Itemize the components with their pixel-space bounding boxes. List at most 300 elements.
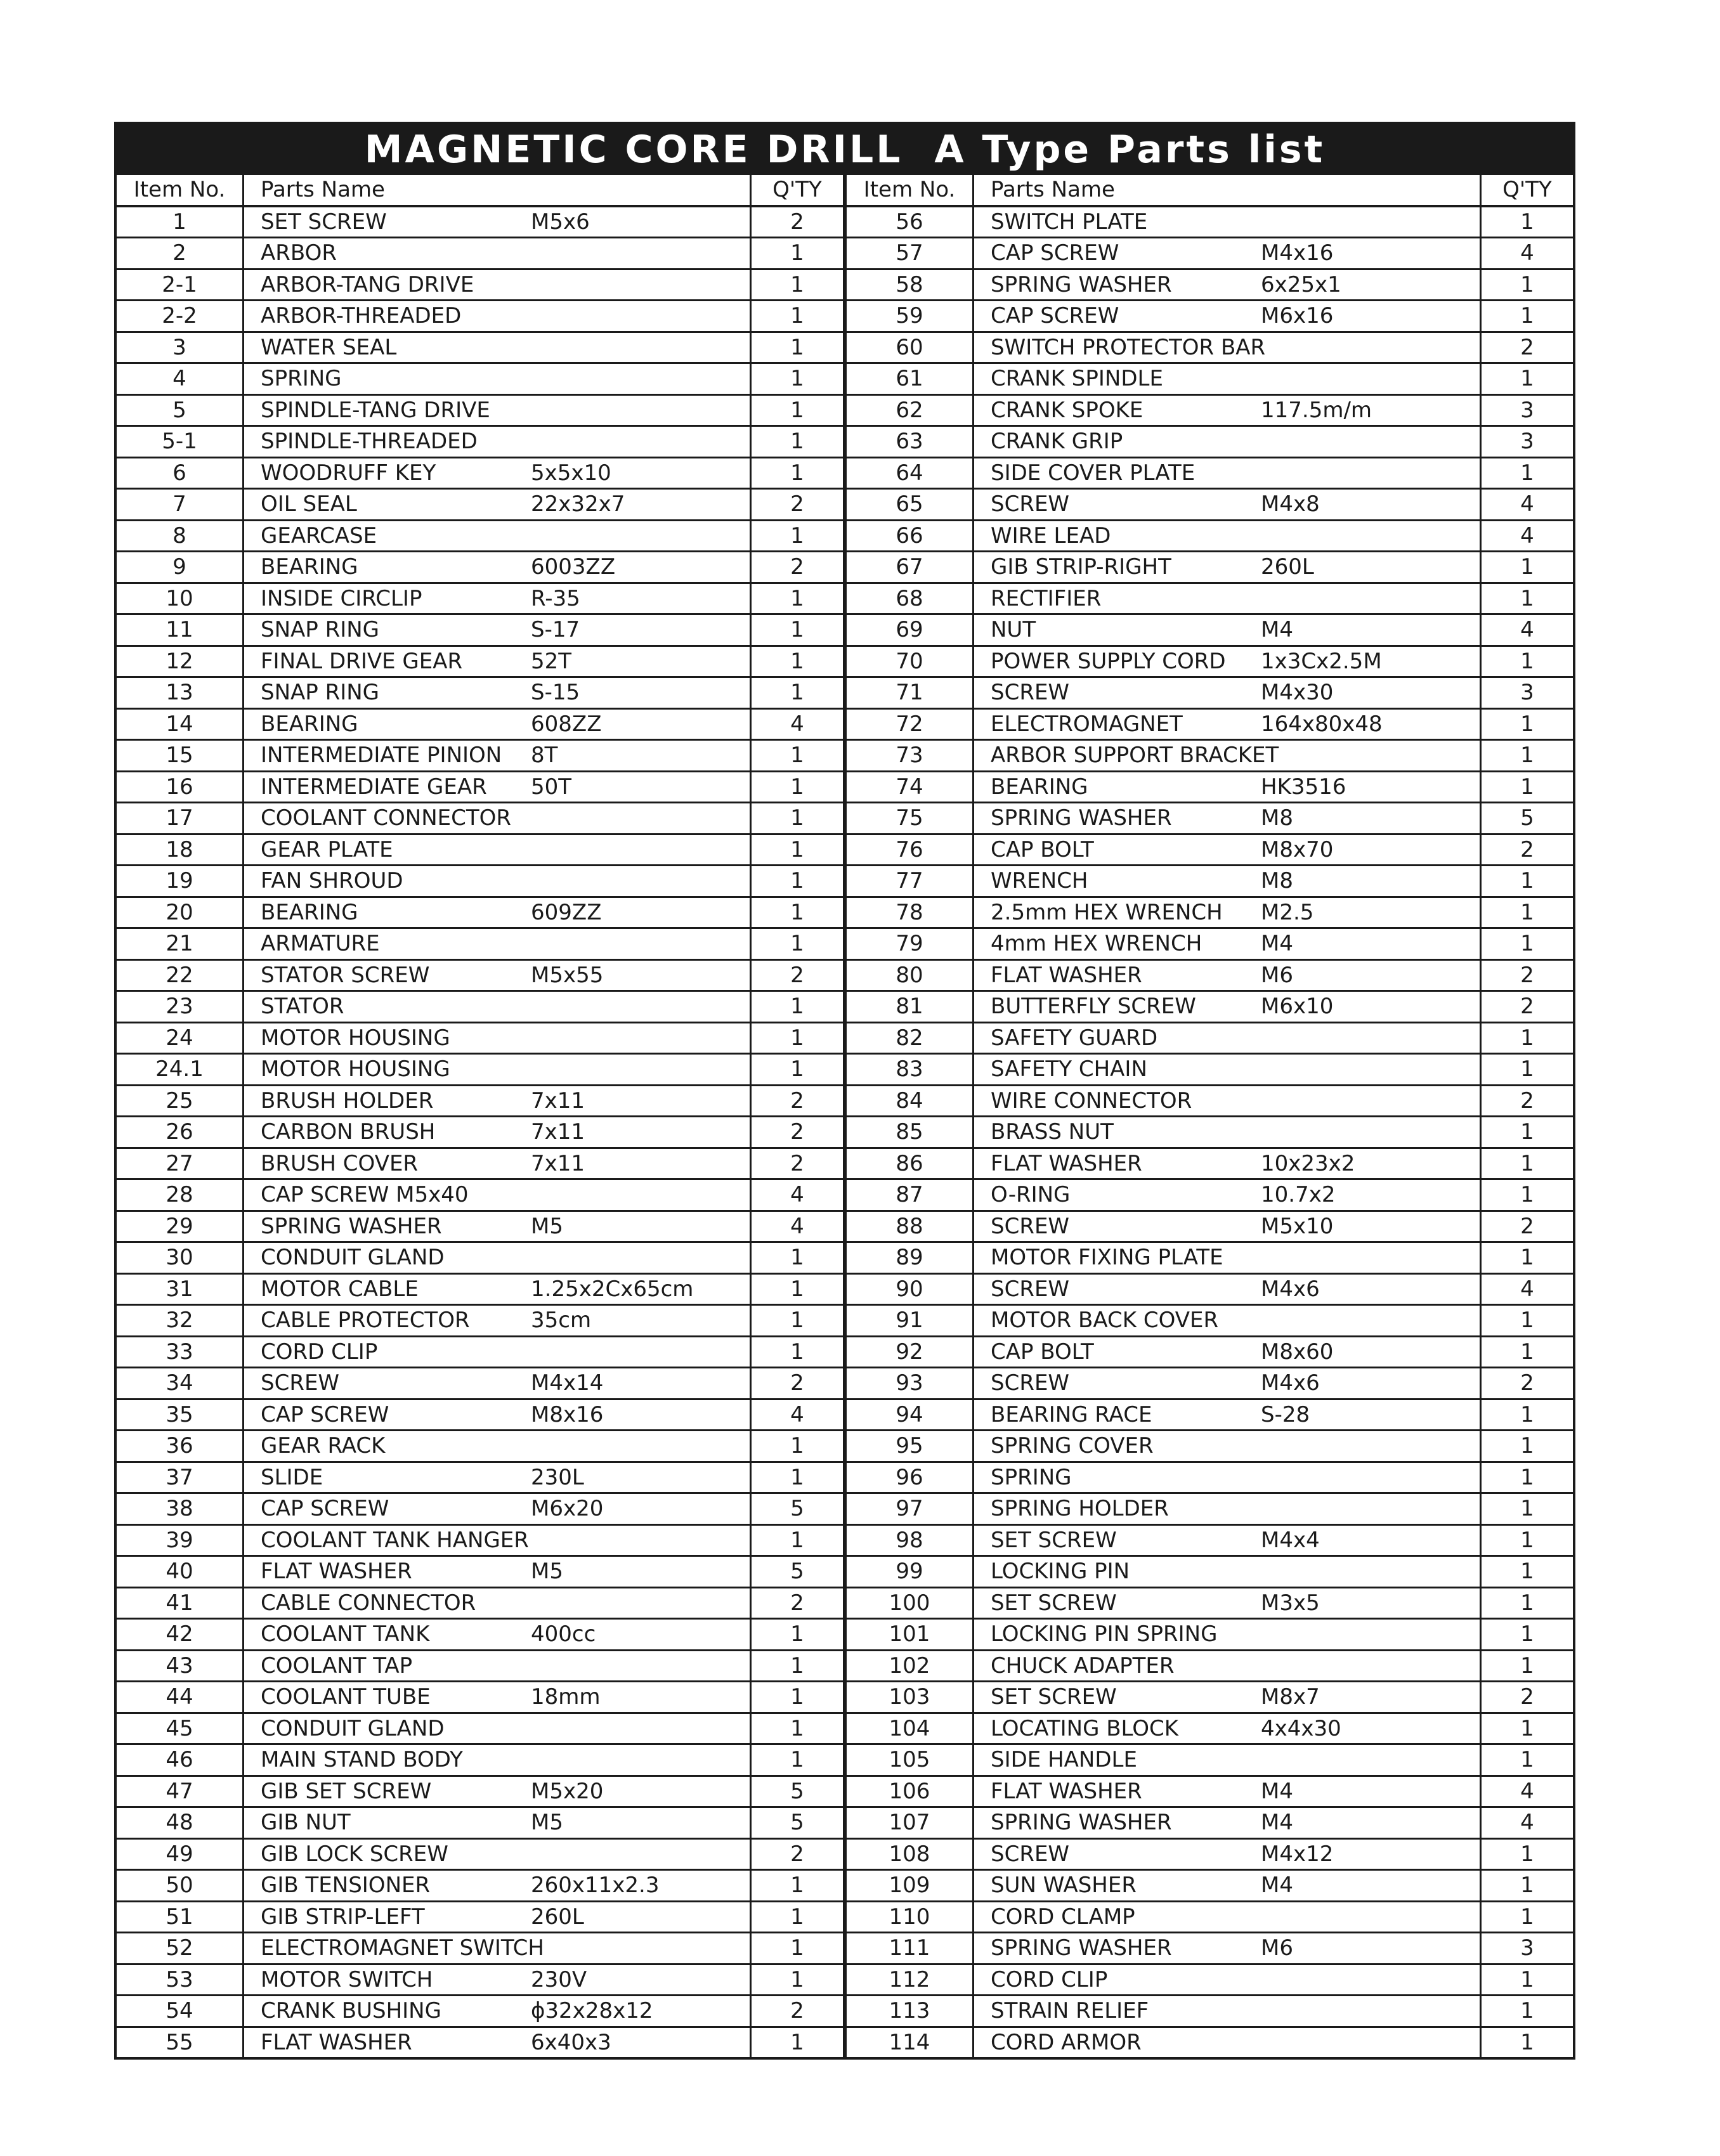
qty: 2 bbox=[751, 552, 844, 583]
right-rows bbox=[847, 206, 1573, 2058]
table-row bbox=[117, 1870, 843, 1902]
table-row bbox=[847, 1933, 1573, 1964]
part-name-cell bbox=[974, 552, 1481, 583]
item-no: 5-1 bbox=[117, 426, 244, 458]
part-spec: M4x6 bbox=[1261, 1276, 1320, 1302]
item-no: 37 bbox=[117, 1462, 244, 1493]
part-name: LOCKING PIN bbox=[991, 1559, 1130, 1585]
table-row bbox=[847, 897, 1573, 928]
part-spec: M5x6 bbox=[531, 209, 590, 235]
item-no: 83 bbox=[847, 1054, 974, 1086]
part-name-cell bbox=[974, 301, 1481, 332]
part-name: SPRING WASHER bbox=[991, 805, 1172, 831]
item-no: 72 bbox=[847, 708, 974, 740]
table-row bbox=[847, 1650, 1573, 1682]
part-name: GIB SET SCREW bbox=[261, 1778, 432, 1804]
item-no: 2 bbox=[117, 238, 244, 270]
part-name: BEARING bbox=[261, 711, 358, 737]
table-row bbox=[117, 301, 843, 332]
qty: 4 bbox=[751, 1179, 844, 1211]
part-name: STATOR SCREW bbox=[261, 962, 430, 988]
qty: 1 bbox=[1481, 1713, 1573, 1744]
part-name-cell bbox=[244, 1682, 751, 1713]
qty: 1 bbox=[751, 646, 844, 677]
part-spec: 260x11x2.3 bbox=[531, 1873, 660, 1899]
part-name: SNAP RING bbox=[261, 617, 380, 643]
item-no: 106 bbox=[847, 1776, 974, 1807]
part-spec: 10x23x2 bbox=[1261, 1150, 1355, 1176]
part-name-cell bbox=[244, 552, 751, 583]
item-no: 46 bbox=[117, 1744, 244, 1776]
part-name-cell bbox=[244, 1179, 751, 1211]
part-name: BUTTERFLY SCREW bbox=[991, 994, 1196, 1020]
part-spec: 8T bbox=[531, 743, 558, 769]
qty: 1 bbox=[751, 269, 844, 301]
table-row bbox=[847, 959, 1573, 991]
part-name: SWITCH PLATE bbox=[991, 209, 1148, 235]
part-spec: 260L bbox=[531, 1904, 584, 1930]
item-no: 23 bbox=[117, 991, 244, 1023]
item-no: 52 bbox=[117, 1933, 244, 1964]
table-row bbox=[117, 1211, 843, 1242]
table-row bbox=[847, 1807, 1573, 1839]
part-spec: HK3516 bbox=[1261, 774, 1346, 800]
qty: 4 bbox=[751, 1399, 844, 1431]
part-spec: M5 bbox=[531, 1810, 563, 1836]
item-no: 112 bbox=[847, 1964, 974, 1996]
part-name: FLAT WASHER bbox=[991, 962, 1142, 988]
part-name-cell bbox=[974, 1524, 1481, 1556]
header-parts-name: Parts Name bbox=[244, 175, 751, 206]
part-name-cell bbox=[974, 1713, 1481, 1744]
table-row bbox=[117, 238, 843, 270]
table-row bbox=[847, 520, 1573, 552]
part-spec: M6x10 bbox=[1261, 994, 1334, 1020]
table-row bbox=[117, 1054, 843, 1086]
table-row bbox=[117, 2027, 843, 2057]
part-spec: M4 bbox=[1261, 1873, 1293, 1899]
part-spec: 117.5m/m bbox=[1261, 397, 1372, 423]
table-row bbox=[847, 1996, 1573, 2027]
qty: 1 bbox=[1481, 1399, 1573, 1431]
qty: 1 bbox=[1481, 708, 1573, 740]
part-spec: M4 bbox=[1261, 1810, 1293, 1836]
qty: 1 bbox=[1481, 269, 1573, 301]
part-name: CONDUIT GLAND bbox=[261, 1715, 445, 1741]
part-name: GIB LOCK SCREW bbox=[261, 1841, 448, 1867]
table-row bbox=[117, 1022, 843, 1054]
table-row bbox=[847, 677, 1573, 709]
part-spec: 609ZZ bbox=[531, 899, 602, 925]
qty: 1 bbox=[751, 1619, 844, 1651]
item-no: 38 bbox=[117, 1493, 244, 1525]
table-row bbox=[117, 1117, 843, 1148]
table-row bbox=[847, 1776, 1573, 1807]
item-no: 48 bbox=[117, 1807, 244, 1839]
qty: 1 bbox=[751, 866, 844, 897]
qty: 2 bbox=[1481, 332, 1573, 363]
part-name-cell bbox=[244, 206, 751, 238]
item-no: 70 bbox=[847, 646, 974, 677]
part-spec: 7x11 bbox=[531, 1119, 585, 1145]
item-no: 82 bbox=[847, 1022, 974, 1054]
part-name: GEAR PLATE bbox=[261, 836, 393, 862]
qty: 1 bbox=[1481, 363, 1573, 395]
qty: 1 bbox=[751, 1682, 844, 1713]
part-name-cell bbox=[244, 803, 751, 834]
qty: 1 bbox=[1481, 897, 1573, 928]
table-row bbox=[847, 1493, 1573, 1525]
item-no: 27 bbox=[117, 1148, 244, 1179]
table-row bbox=[847, 866, 1573, 897]
part-name: MOTOR SWITCH bbox=[261, 1966, 433, 1992]
qty: 1 bbox=[751, 771, 844, 803]
qty: 1 bbox=[1481, 1336, 1573, 1368]
qty: 1 bbox=[1481, 583, 1573, 614]
table-row bbox=[117, 1493, 843, 1525]
part-name: CAP SCREW bbox=[991, 303, 1119, 329]
table-row bbox=[847, 1148, 1573, 1179]
table-row bbox=[847, 332, 1573, 363]
item-no: 60 bbox=[847, 332, 974, 363]
part-spec: M8x60 bbox=[1261, 1339, 1334, 1365]
part-name: STRAIN RELIEF bbox=[991, 1998, 1149, 2024]
part-name-cell bbox=[974, 897, 1481, 928]
table-row bbox=[117, 269, 843, 301]
item-no: 92 bbox=[847, 1336, 974, 1368]
part-name-cell bbox=[244, 991, 751, 1023]
table-row bbox=[847, 1744, 1573, 1776]
qty: 1 bbox=[751, 1242, 844, 1274]
qty: 1 bbox=[751, 677, 844, 709]
part-name: CAP SCREW bbox=[261, 1401, 389, 1427]
table-row bbox=[847, 238, 1573, 270]
table-row bbox=[847, 614, 1573, 646]
table-row bbox=[847, 583, 1573, 614]
qty: 1 bbox=[1481, 1493, 1573, 1525]
qty: 1 bbox=[1481, 740, 1573, 772]
table-row bbox=[117, 1650, 843, 1682]
part-name-cell bbox=[974, 583, 1481, 614]
part-name: BEARING RACE bbox=[991, 1401, 1152, 1427]
item-no: 39 bbox=[117, 1524, 244, 1556]
left-parts-table bbox=[117, 175, 843, 2057]
part-name-cell bbox=[974, 1305, 1481, 1337]
qty: 1 bbox=[1481, 206, 1573, 238]
part-name: RECTIFIER bbox=[991, 585, 1102, 611]
part-name: SPRING WASHER bbox=[991, 1810, 1172, 1836]
qty: 3 bbox=[1481, 677, 1573, 709]
part-spec: M6 bbox=[1261, 962, 1293, 988]
qty: 4 bbox=[1481, 1807, 1573, 1839]
table-row bbox=[847, 1117, 1573, 1148]
part-name: SCREW bbox=[991, 491, 1070, 517]
part-name: INTERMEDIATE PINION bbox=[261, 743, 502, 769]
part-name-cell bbox=[244, 301, 751, 332]
item-no: 109 bbox=[847, 1870, 974, 1902]
item-no: 33 bbox=[117, 1336, 244, 1368]
item-no: 96 bbox=[847, 1462, 974, 1493]
item-no: 31 bbox=[117, 1273, 244, 1305]
table-row bbox=[847, 834, 1573, 866]
part-name: FLAT WASHER bbox=[261, 2029, 412, 2055]
part-name-cell bbox=[244, 332, 751, 363]
part-spec: 52T bbox=[531, 648, 572, 674]
item-no: 5 bbox=[117, 394, 244, 426]
table-row bbox=[117, 457, 843, 489]
part-name-cell bbox=[974, 363, 1481, 395]
part-name-cell bbox=[974, 489, 1481, 521]
part-name-cell bbox=[244, 1368, 751, 1399]
part-name: COOLANT TUBE bbox=[261, 1684, 431, 1710]
item-no: 32 bbox=[117, 1305, 244, 1337]
part-spec: M4x12 bbox=[1261, 1841, 1334, 1867]
table-row bbox=[117, 1305, 843, 1337]
part-name-cell bbox=[244, 1713, 751, 1744]
part-name-cell bbox=[244, 677, 751, 709]
part-name: FLAT WASHER bbox=[261, 1559, 412, 1585]
part-spec: 18mm bbox=[531, 1684, 601, 1710]
part-name: BRUSH HOLDER bbox=[261, 1088, 434, 1114]
part-spec: M8x7 bbox=[1261, 1684, 1320, 1710]
qty: 3 bbox=[1481, 1933, 1573, 1964]
table-row bbox=[847, 1054, 1573, 1086]
table-row bbox=[117, 552, 843, 583]
table-row bbox=[847, 1085, 1573, 1117]
item-no: 101 bbox=[847, 1619, 974, 1651]
part-name-cell bbox=[244, 897, 751, 928]
part-name-cell bbox=[974, 1336, 1481, 1368]
part-spec: M8 bbox=[1261, 805, 1293, 831]
table-row bbox=[847, 426, 1573, 458]
part-name-cell bbox=[244, 1242, 751, 1274]
qty: 2 bbox=[751, 489, 844, 521]
item-no: 50 bbox=[117, 1870, 244, 1902]
part-name-cell bbox=[974, 1054, 1481, 1086]
table-row bbox=[117, 614, 843, 646]
qty: 1 bbox=[1481, 1964, 1573, 1996]
part-name: SPINDLE-THREADED bbox=[261, 429, 478, 455]
part-name: GIB TENSIONER bbox=[261, 1873, 431, 1899]
part-name-cell bbox=[244, 1462, 751, 1493]
qty: 1 bbox=[751, 1744, 844, 1776]
qty: 4 bbox=[1481, 1273, 1573, 1305]
table-row bbox=[847, 803, 1573, 834]
item-no: 14 bbox=[117, 708, 244, 740]
part-name: GIB STRIP-RIGHT bbox=[991, 554, 1171, 580]
item-no: 93 bbox=[847, 1368, 974, 1399]
part-name-cell bbox=[244, 1305, 751, 1337]
part-name: GIB STRIP-LEFT bbox=[261, 1904, 425, 1930]
part-name-cell bbox=[974, 457, 1481, 489]
item-no: 61 bbox=[847, 363, 974, 395]
table-row bbox=[847, 1368, 1573, 1399]
item-no: 29 bbox=[117, 1211, 244, 1242]
item-no: 94 bbox=[847, 1399, 974, 1431]
table-row bbox=[847, 1179, 1573, 1211]
part-name: BEARING bbox=[991, 774, 1088, 800]
part-name: FLAT WASHER bbox=[991, 1778, 1142, 1804]
item-no: 102 bbox=[847, 1650, 974, 1682]
part-name: ELECTROMAGNET bbox=[991, 711, 1183, 737]
item-no: 34 bbox=[117, 1368, 244, 1399]
table-row bbox=[117, 1901, 843, 1933]
item-no: 56 bbox=[847, 206, 974, 238]
part-name-cell bbox=[974, 238, 1481, 270]
qty: 1 bbox=[790, 2029, 804, 2055]
part-name: SPRING bbox=[261, 366, 342, 392]
part-name: BEARING bbox=[261, 899, 358, 925]
part-spec: M4x14 bbox=[531, 1370, 604, 1396]
item-no: 30 bbox=[117, 1242, 244, 1274]
qty: 2 bbox=[1481, 1085, 1573, 1117]
part-name: SPINDLE-TANG DRIVE bbox=[261, 397, 490, 423]
part-name: SNAP RING bbox=[261, 680, 380, 706]
part-name-cell bbox=[244, 394, 751, 426]
part-name-cell bbox=[974, 269, 1481, 301]
qty: 1 bbox=[1481, 1054, 1573, 1086]
qty: 2 bbox=[751, 1587, 844, 1619]
part-name-cell bbox=[244, 928, 751, 960]
part-name: CRANK SPINDLE bbox=[991, 366, 1163, 392]
table-row bbox=[847, 2027, 1573, 2057]
part-spec: M4 bbox=[1261, 617, 1293, 643]
part-name: WOODRUFF KEY bbox=[261, 460, 436, 486]
part-spec: M4 bbox=[1261, 931, 1293, 957]
table-row bbox=[847, 301, 1573, 332]
qty: 3 bbox=[1481, 426, 1573, 458]
qty: 4 bbox=[1481, 614, 1573, 646]
qty: 2 bbox=[751, 1838, 844, 1870]
part-name: LOCATING BLOCK bbox=[991, 1715, 1179, 1741]
qty: 5 bbox=[1481, 803, 1573, 834]
table-row bbox=[117, 866, 843, 897]
part-name: SCREW bbox=[261, 1370, 340, 1396]
table-row bbox=[117, 1179, 843, 1211]
page-title: MAGNETIC CORE DRILL A Type Parts list bbox=[117, 124, 1573, 175]
table-row bbox=[117, 1996, 843, 2027]
item-no: 16 bbox=[117, 771, 244, 803]
qty: 1 bbox=[1481, 866, 1573, 897]
part-name: ELECTROMAGNET SWITCH bbox=[261, 1935, 544, 1961]
qty: 5 bbox=[751, 1493, 844, 1525]
header-row bbox=[847, 175, 1573, 206]
parts-columns bbox=[117, 175, 1573, 2057]
table-row bbox=[847, 1462, 1573, 1493]
qty: 1 bbox=[1481, 1901, 1573, 1933]
part-name-cell bbox=[244, 1431, 751, 1462]
part-name-cell bbox=[974, 1587, 1481, 1619]
part-spec: M4x4 bbox=[1261, 1527, 1320, 1553]
qty: 1 bbox=[1481, 301, 1573, 332]
part-name: COOLANT TAP bbox=[261, 1653, 413, 1679]
part-name: MOTOR BACK COVER bbox=[991, 1308, 1219, 1334]
part-name-cell bbox=[244, 1619, 751, 1651]
part-name-cell bbox=[974, 520, 1481, 552]
table-row bbox=[117, 332, 843, 363]
part-spec: 6x40x3 bbox=[531, 2029, 611, 2055]
item-no: 77 bbox=[847, 866, 974, 897]
part-spec: M4x16 bbox=[1261, 240, 1334, 266]
part-name-cell bbox=[974, 803, 1481, 834]
table-row bbox=[117, 1744, 843, 1776]
part-name-cell bbox=[244, 1524, 751, 1556]
item-no: 88 bbox=[847, 1211, 974, 1242]
part-name: POWER SUPPLY CORD bbox=[991, 648, 1226, 674]
qty: 1 bbox=[1481, 1179, 1573, 1211]
part-name-cell bbox=[974, 866, 1481, 897]
item-no: 114 bbox=[847, 2027, 974, 2057]
item-no: 90 bbox=[847, 1273, 974, 1305]
part-name: COOLANT TANK bbox=[261, 1621, 430, 1647]
table-row bbox=[847, 1901, 1573, 1933]
qty: 1 bbox=[751, 1713, 844, 1744]
item-no: 110 bbox=[847, 1901, 974, 1933]
table-row bbox=[117, 363, 843, 395]
table-row bbox=[117, 1964, 843, 1996]
part-name: SCREW bbox=[991, 1370, 1070, 1396]
part-spec: 164x80x48 bbox=[1261, 711, 1383, 737]
part-spec: 22x32x7 bbox=[531, 491, 625, 517]
item-no: 22 bbox=[117, 959, 244, 991]
table-row bbox=[847, 1682, 1573, 1713]
qty: 1 bbox=[751, 394, 844, 426]
item-no: 57 bbox=[847, 238, 974, 270]
item-no: 107 bbox=[847, 1807, 974, 1839]
qty: 1 bbox=[1481, 1996, 1573, 2027]
part-name: COOLANT CONNECTOR bbox=[261, 805, 512, 831]
part-name-cell bbox=[974, 206, 1481, 238]
part-spec: 6003ZZ bbox=[531, 554, 616, 580]
part-name-cell bbox=[974, 1179, 1481, 1211]
qty: 4 bbox=[1481, 1776, 1573, 1807]
qty: 1 bbox=[1481, 1870, 1573, 1902]
table-row bbox=[117, 426, 843, 458]
part-spec: 10.7x2 bbox=[1261, 1182, 1336, 1208]
part-spec: M4x8 bbox=[1261, 491, 1320, 517]
item-no: 49 bbox=[117, 1838, 244, 1870]
part-name: SCREW bbox=[991, 1841, 1070, 1867]
table-row bbox=[847, 1870, 1573, 1902]
part-name-cell bbox=[244, 834, 751, 866]
part-name: GIB NUT bbox=[261, 1810, 351, 1836]
part-name: GEARCASE bbox=[261, 523, 377, 549]
part-name: CAP BOLT bbox=[991, 836, 1094, 862]
part-spec: 400cc bbox=[531, 1621, 596, 1647]
table-row bbox=[117, 1085, 843, 1117]
table-row bbox=[847, 1399, 1573, 1431]
part-name-cell bbox=[974, 1085, 1481, 1117]
item-no: 40 bbox=[117, 1556, 244, 1588]
qty: 1 bbox=[1481, 1556, 1573, 1588]
item-no: 76 bbox=[847, 834, 974, 866]
part-name-cell bbox=[244, 1054, 751, 1086]
item-no: 24 bbox=[117, 1022, 244, 1054]
table-row bbox=[847, 269, 1573, 301]
item-no: 10 bbox=[117, 583, 244, 614]
table-row bbox=[117, 1273, 843, 1305]
qty: 1 bbox=[751, 1022, 844, 1054]
item-no: 45 bbox=[117, 1713, 244, 1744]
item-no: 51 bbox=[117, 1901, 244, 1933]
part-spec: S-17 bbox=[531, 617, 580, 643]
qty: 2 bbox=[751, 1996, 844, 2027]
part-name-cell bbox=[244, 426, 751, 458]
table-row bbox=[847, 1713, 1573, 1744]
table-row bbox=[847, 646, 1573, 677]
table-row bbox=[847, 1242, 1573, 1274]
part-spec: 4x4x30 bbox=[1261, 1715, 1341, 1741]
